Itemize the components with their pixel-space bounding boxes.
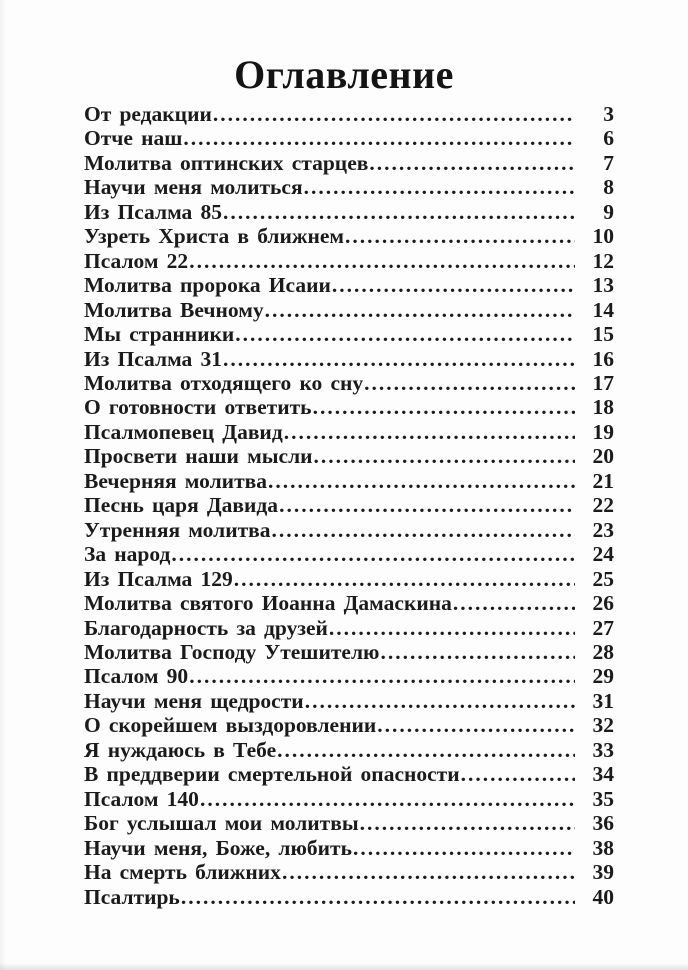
toc-entry-label: Из Псалма 129 — [84, 566, 233, 591]
toc-entry-page: 14 — [592, 297, 614, 322]
toc-entry-page: 31 — [592, 688, 614, 713]
toc-entry — [84, 713, 614, 737]
toc-entry — [84, 591, 614, 615]
toc-entry — [84, 322, 614, 346]
toc-entry-page: 29 — [592, 664, 614, 689]
dot-leader — [200, 787, 575, 811]
toc-entry — [84, 298, 614, 322]
toc-entry — [84, 860, 614, 884]
dot-leader — [234, 567, 575, 591]
toc-entry-label: Песнь царя Давида — [84, 493, 279, 518]
toc-entry-label: Молитва оптинских старцев — [84, 150, 369, 175]
toc-entry-page: 7 — [603, 150, 614, 175]
toc-entry — [84, 738, 614, 762]
dot-leader — [272, 518, 575, 542]
dot-leader — [183, 126, 575, 150]
toc-entry — [84, 542, 614, 566]
dot-leader — [369, 151, 575, 175]
dot-leader — [189, 664, 575, 688]
dot-leader — [314, 444, 575, 468]
toc-entry-page: 13 — [592, 273, 614, 298]
toc-entry-label: Из Псалма 31 — [84, 346, 222, 371]
dot-leader — [181, 885, 575, 909]
toc-entry-label: Просвети наши мысли — [84, 444, 313, 469]
toc-entry — [84, 249, 614, 273]
toc-entry — [84, 811, 614, 835]
dot-leader — [265, 298, 575, 322]
toc-entry — [84, 640, 614, 664]
dot-leader — [171, 542, 575, 566]
toc-entry — [84, 444, 614, 468]
toc-entry — [84, 175, 614, 199]
toc-entry-label: Я нуждаюсь в Тебе — [84, 737, 277, 762]
toc-entry — [84, 347, 614, 371]
dot-leader — [235, 322, 575, 346]
toc-entry-label: От редакции — [84, 102, 212, 126]
toc-entry-label: Вечерняя молитва — [84, 468, 267, 493]
toc-entry-label: Псалом 90 — [84, 664, 189, 689]
toc-entry-page: 32 — [592, 713, 614, 738]
toc-entry-label: В преддверии смертельной опасности — [84, 762, 460, 787]
toc-entry-label: Отче наш — [84, 126, 183, 151]
toc-entry-page: 12 — [592, 248, 614, 273]
dot-leader — [345, 224, 575, 248]
toc-entry-page: 22 — [592, 493, 614, 518]
dot-leader — [277, 738, 575, 762]
dot-leader — [279, 493, 575, 517]
toc-entry-label: Молитва Господу Утешителю — [84, 639, 380, 664]
toc-entry-page: 6 — [603, 126, 614, 151]
toc-entry-label: За народ — [84, 542, 171, 567]
toc-entry — [84, 200, 614, 224]
toc-entry-label: Научи меня молиться — [84, 175, 303, 200]
toc-entry-page: 34 — [592, 762, 614, 787]
toc-entry-page: 3 — [603, 102, 614, 126]
toc-entry-page: 40 — [592, 884, 614, 909]
dot-leader — [329, 616, 575, 640]
toc-entry — [84, 762, 614, 786]
toc-entry-page: 18 — [592, 395, 614, 420]
toc-entry — [84, 518, 614, 542]
toc-entry-label: Утренняя молитва — [84, 517, 271, 542]
toc-entry-page: 10 — [592, 224, 614, 249]
toc-entry — [84, 102, 614, 126]
toc-entry-page: 16 — [592, 346, 614, 371]
toc-entry-label: Псалом 140 — [84, 786, 199, 811]
toc-entry — [84, 787, 614, 811]
dot-leader — [223, 200, 575, 224]
toc-entry-label: Молитва святого Иоанна Дамаскина — [84, 591, 452, 616]
dot-leader — [268, 469, 575, 493]
toc-entry — [84, 469, 614, 493]
toc-entry-page: 26 — [592, 591, 614, 616]
toc-entry-page: 15 — [592, 322, 614, 347]
toc-entry-page: 8 — [603, 175, 614, 200]
toc-entry-page: 9 — [603, 199, 614, 224]
toc-entry — [84, 371, 614, 395]
dot-leader — [282, 860, 575, 884]
toc-entry — [84, 420, 614, 444]
toc-entry-label: Молитва Вечному — [84, 297, 264, 322]
toc-entry-label: На смерть ближних — [84, 860, 281, 885]
toc-entry-label: Псалмопевец Давид — [84, 419, 283, 444]
toc-entry-label: Молитва пророка Исаии — [84, 273, 331, 298]
toc-entry-label: Научи меня, Боже, любить — [84, 835, 352, 860]
dot-leader — [332, 273, 575, 297]
toc-entry-page: 19 — [592, 419, 614, 444]
toc-entry-page: 21 — [592, 468, 614, 493]
dot-leader — [189, 249, 575, 273]
toc-entry — [84, 493, 614, 517]
dot-leader — [353, 836, 575, 860]
toc-entry-page: 17 — [592, 370, 614, 395]
dot-leader — [364, 371, 575, 395]
toc-entry-page: 38 — [592, 835, 614, 860]
dot-leader — [305, 689, 575, 713]
toc-entry-label: О скорейшем выздоровлении — [84, 713, 377, 738]
toc-entry — [84, 885, 614, 909]
toc-list — [84, 102, 614, 909]
toc-entry-label: Псалтирь — [84, 884, 180, 909]
dot-leader — [461, 762, 575, 786]
dot-leader — [377, 713, 575, 737]
toc-entry — [84, 689, 614, 713]
toc-entry-page: 24 — [592, 542, 614, 567]
dot-leader — [360, 811, 575, 835]
toc-entry-label: Благодарность за друзей — [84, 615, 328, 640]
toc-entry-page: 35 — [592, 786, 614, 811]
toc-entry-label: О готовности ответить — [84, 395, 312, 420]
toc-entry-label: Молитва отходящего ко сну — [84, 370, 364, 395]
toc-entry-page: 27 — [592, 615, 614, 640]
toc-entry-label: Научи меня щедрости — [84, 688, 304, 713]
toc-entry-label: Бог услышал мои молитвы — [84, 811, 359, 836]
toc-entry-label: Псалом 22 — [84, 248, 189, 273]
toc-entry — [84, 836, 614, 860]
toc-entry — [84, 151, 614, 175]
toc-entry-page: 25 — [592, 566, 614, 591]
dot-leader — [304, 175, 575, 199]
toc-entry-page: 39 — [592, 860, 614, 885]
toc-entry-page: 23 — [592, 517, 614, 542]
dot-leader — [313, 395, 575, 419]
toc-entry — [84, 567, 614, 591]
dot-leader — [223, 347, 575, 371]
dot-leader — [284, 420, 575, 444]
toc-entry — [84, 395, 614, 419]
toc-entry-page: 33 — [592, 737, 614, 762]
toc-entry-label: Мы странники — [84, 322, 235, 347]
toc-entry-page: 20 — [592, 444, 614, 469]
toc-entry-label: Узреть Христа в ближнем — [84, 224, 345, 249]
toc-entry-page: 36 — [592, 811, 614, 836]
page-title: Оглавление — [234, 52, 454, 97]
toc-entry — [84, 273, 614, 297]
dot-leader — [453, 591, 575, 615]
dot-leader — [213, 102, 575, 126]
toc-entry — [84, 664, 614, 688]
toc-entry — [84, 224, 614, 248]
toc-entry-label: Из Псалма 85 — [84, 199, 222, 224]
toc-entry-page: 28 — [592, 639, 614, 664]
dot-leader — [380, 640, 575, 664]
toc-entry — [84, 616, 614, 640]
toc-entry — [84, 126, 614, 150]
